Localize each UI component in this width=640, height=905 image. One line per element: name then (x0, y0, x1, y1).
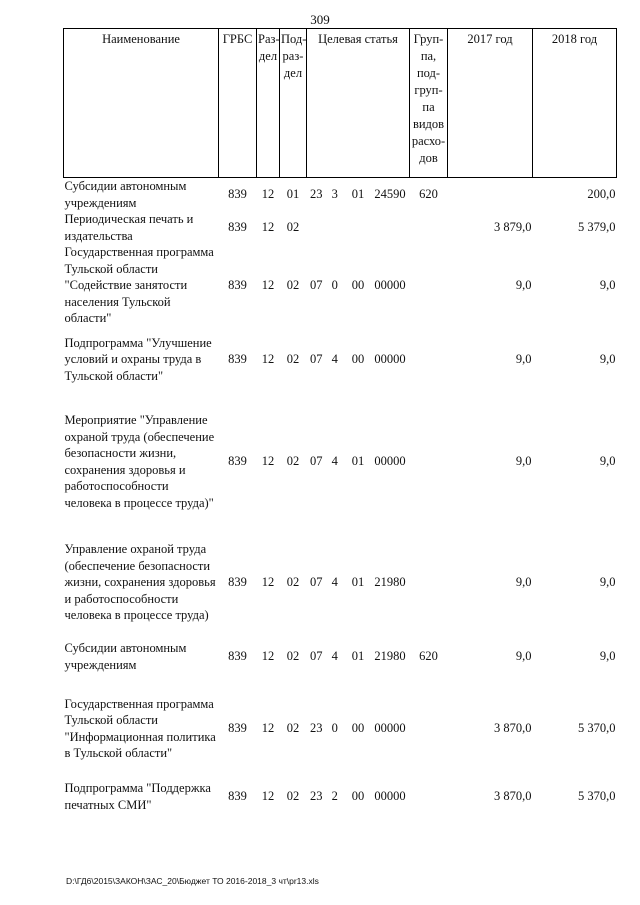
target-part-t4: 21980 (374, 575, 406, 590)
row-razdel: 12 (261, 187, 275, 202)
table-row (64, 635, 617, 679)
header-target: Целевая статья (307, 29, 410, 178)
target-part-t2: 0 (331, 721, 338, 736)
target-part-t1: 07 (309, 278, 323, 292)
table-row (64, 327, 617, 393)
row-2018: 9,0 (599, 454, 616, 469)
table-row (64, 779, 617, 815)
target-part-t3: 00 (351, 278, 365, 292)
row-podrazdel: 02 (286, 649, 300, 664)
row-name: Субсидии автономным учреждениям (64, 641, 187, 672)
table-body (64, 178, 617, 815)
target-part-t1: 07 (309, 454, 323, 469)
row-2017: 9,0 (515, 278, 532, 292)
row-podrazdel: 02 (286, 575, 300, 590)
row-razdel: 12 (261, 220, 275, 235)
row-podrazdel: 02 (286, 721, 300, 736)
target-part-t1: 07 (309, 352, 323, 367)
target-part-t3: 01 (351, 649, 365, 664)
row-group: 620 (419, 649, 438, 664)
row-grbs: 839 (228, 220, 247, 235)
row-name: Субсидии автономным учреждениям (64, 179, 187, 210)
row-2018: 5 379,0 (578, 220, 616, 235)
page-number: 309 (310, 12, 330, 27)
target-part-t1: 07 (309, 575, 323, 590)
row-group (410, 531, 448, 635)
row-name: Управление охраной труда (обеспечение безопасности жизни, сохранения здоровья и работоспособности человека в процессе труда) (64, 542, 216, 623)
row-podrazdel: 02 (286, 352, 300, 367)
header-name: Наименование (64, 29, 219, 178)
row-razdel: 12 (261, 454, 275, 469)
target-part-t4: 00000 (374, 721, 406, 736)
target-part-t4: 00000 (374, 789, 406, 804)
table-header (64, 29, 617, 178)
target-part-t1: 23 (309, 187, 323, 202)
row-name: Подпрограмма "Улучшение условий и охраны труда в Тульской области" (64, 335, 212, 383)
row-group (410, 779, 448, 815)
target-part-t4: 21980 (374, 649, 406, 664)
target-part-t3: 00 (351, 789, 365, 804)
target-part-t3: 01 (351, 454, 365, 469)
row-target-article (307, 327, 410, 393)
row-target-article (307, 244, 410, 327)
target-part-t2: 3 (331, 187, 338, 202)
target-part-t2: 2 (331, 789, 338, 804)
row-2017: 9,0 (515, 649, 532, 664)
row-target-article (307, 679, 410, 779)
target-part-t3: 00 (351, 721, 365, 736)
header-razdel: Раз- дел (257, 29, 280, 178)
row-group (410, 393, 448, 531)
row-group (410, 211, 448, 244)
row-razdel: 12 (261, 575, 275, 590)
row-2017: 9,0 (515, 454, 532, 469)
budget-table (63, 28, 617, 815)
row-target-article (307, 393, 410, 531)
target-part-t3: 01 (351, 187, 365, 202)
row-podrazdel: 02 (286, 789, 300, 804)
row-target-article (307, 779, 410, 815)
target-part-t1: 07 (309, 649, 323, 664)
row-name: Подпрограмма "Поддержка печатных СМИ" (64, 781, 211, 812)
row-target-article (307, 635, 410, 679)
target-part-t2: 4 (331, 352, 338, 367)
target-part-t3: 00 (351, 352, 365, 367)
row-podrazdel: 02 (286, 278, 300, 292)
row-group: 620 (419, 187, 438, 202)
row-razdel: 12 (261, 789, 275, 804)
target-part-t4: 00000 (374, 454, 406, 469)
row-podrazdel: 01 (286, 187, 300, 202)
row-razdel: 12 (261, 721, 275, 736)
row-2018: 200,0 (587, 187, 616, 202)
row-name: Государственная программа Тульской области "Информационная политика в Тульской области" (64, 696, 216, 760)
target-part-t2: 0 (331, 278, 338, 292)
row-razdel: 12 (261, 649, 275, 664)
row-2017: 9,0 (515, 352, 532, 367)
table-row (64, 178, 617, 212)
header-group: Груп- па, под- груп- па видов расхо- дов (410, 29, 448, 178)
table-row (64, 211, 617, 244)
row-grbs: 839 (228, 187, 247, 202)
row-name: Государственная программа Тульской области "Содействие занятости населения Тульской области" (64, 245, 214, 325)
target-part-t2: 4 (331, 454, 338, 469)
header-2018: 2018 год (533, 29, 617, 178)
row-2018: 9,0 (599, 352, 616, 367)
row-group (410, 244, 448, 327)
row-grbs: 839 (228, 352, 247, 367)
target-part-t2: 4 (331, 575, 338, 590)
row-grbs: 839 (228, 575, 247, 590)
row-2017: 3 870,0 (494, 789, 532, 804)
table-row (64, 244, 617, 327)
row-grbs: 839 (228, 278, 247, 292)
header-podrazdel: Под- раз- дел (280, 29, 307, 178)
row-target-article (307, 178, 410, 212)
row-2017: 3 870,0 (494, 721, 532, 736)
target-part-t2: 4 (331, 649, 338, 664)
row-grbs: 839 (228, 789, 247, 804)
row-grbs: 839 (228, 454, 247, 469)
target-part-t4: 00000 (374, 278, 406, 292)
target-part-t1: 23 (309, 721, 323, 736)
file-path-footer: D:\ГД6\2015\ЗАКОН\ЗАС_20\Бюджет ТО 2016-2018_3 чт\pr13.xls (66, 876, 319, 886)
row-2018: 9,0 (599, 278, 616, 292)
table-row (64, 393, 617, 531)
table-row (64, 679, 617, 779)
row-2017 (448, 178, 533, 212)
row-2018: 9,0 (599, 575, 616, 590)
row-2018: 9,0 (599, 649, 616, 664)
row-podrazdel: 02 (286, 454, 300, 469)
target-part-t4: 00000 (374, 352, 406, 367)
row-podrazdel: 02 (286, 220, 300, 235)
row-group (410, 679, 448, 779)
target-part-t3: 01 (351, 575, 365, 590)
row-2017: 3 879,0 (494, 220, 532, 235)
row-grbs: 839 (228, 721, 247, 736)
row-target-article (307, 211, 410, 244)
row-target-article (307, 531, 410, 635)
header-2017: 2017 год (448, 29, 533, 178)
row-grbs: 839 (228, 649, 247, 664)
row-razdel: 12 (261, 352, 275, 367)
row-group (410, 327, 448, 393)
row-2018: 5 370,0 (578, 789, 616, 804)
row-name: Мероприятие "Управление охраной труда (обеспечение безопасности жизни, сохранения здоровья и работоспособности человека в процессе труда)" (64, 413, 215, 510)
row-2018: 5 370,0 (578, 721, 616, 736)
row-razdel: 12 (261, 278, 275, 292)
target-part-t1: 23 (309, 789, 323, 804)
row-name: Периодическая печать и издательства (64, 212, 194, 243)
target-part-t4: 24590 (374, 187, 406, 202)
row-2017: 9,0 (515, 575, 532, 590)
table-row (64, 531, 617, 635)
header-grbs: ГРБС (219, 29, 257, 178)
